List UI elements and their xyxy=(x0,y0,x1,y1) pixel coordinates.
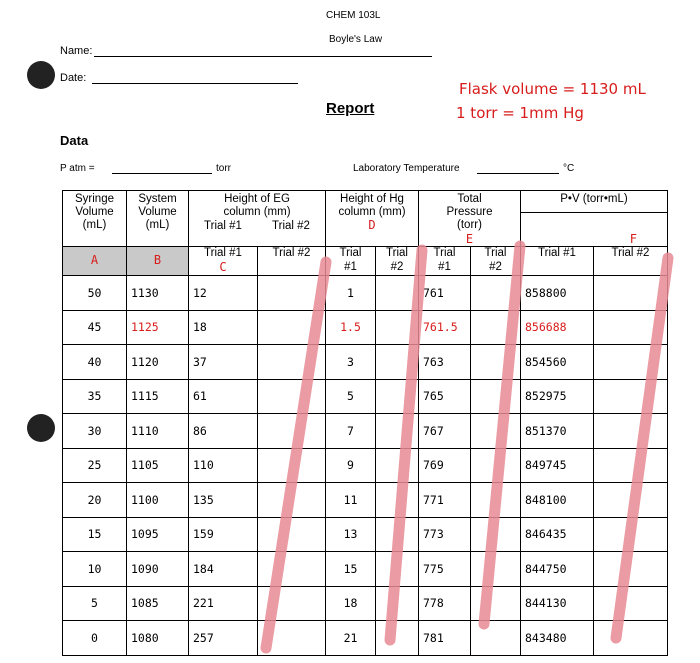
pv-trial1-cell: 854560 xyxy=(521,345,594,380)
syringe-volume-cell: 45 xyxy=(63,310,127,345)
pv-trial1-cell: 844750 xyxy=(521,552,594,587)
hg-trial1-cell: 13 xyxy=(326,517,376,552)
hg-trial1-cell: 21 xyxy=(326,621,376,656)
pv-trial1-cell: 846435 xyxy=(521,517,594,552)
eg-trial2-cell xyxy=(258,552,326,587)
pv-trial1-cell: 852975 xyxy=(521,379,594,414)
eg-trial1-cell: 257 xyxy=(189,621,258,656)
total-trial2-cell xyxy=(471,379,521,414)
table-row xyxy=(63,379,668,414)
eg-trial2-cell xyxy=(258,345,326,380)
total-trial1-cell: 775 xyxy=(419,552,471,587)
eg-trial1-subheader xyxy=(189,247,258,276)
eg-trial1-cell: 86 xyxy=(189,414,258,449)
syringe-volume-cell: 15 xyxy=(63,517,127,552)
total-trial1-cell: 769 xyxy=(419,448,471,483)
pv-trial1-cell: 856688 xyxy=(521,310,594,345)
table-row xyxy=(63,621,668,656)
system-volume-cell: 1115 xyxy=(127,379,189,414)
total-trial2-cell xyxy=(471,310,521,345)
table-row xyxy=(63,586,668,621)
syringe-volume-cell: 50 xyxy=(63,276,127,311)
system-volume-cell: 1095 xyxy=(127,517,189,552)
total-trial1-cell: 761.5 xyxy=(419,310,471,345)
header-pv: P•V (torr•mL) xyxy=(521,191,668,213)
total-trial1-cell: 771 xyxy=(419,483,471,518)
flask-volume-note: Flask volume = 1130 mL xyxy=(459,80,646,98)
binder-hole-middle xyxy=(27,414,55,442)
system-volume-cell: 1080 xyxy=(127,621,189,656)
pv-trial2-cell xyxy=(594,310,668,345)
table-row xyxy=(63,345,668,380)
header-syringe-volume: Syringe Volume (mL) xyxy=(63,191,127,247)
eg-trial2-cell xyxy=(258,483,326,518)
system-volume-cell: 1100 xyxy=(127,483,189,518)
hg-trial2-cell xyxy=(376,276,419,311)
table-row xyxy=(63,310,668,345)
syringe-volume-cell: 20 xyxy=(63,483,127,518)
system-volume-cell: 1125 xyxy=(127,310,189,345)
pv-trial1-cell: 851370 xyxy=(521,414,594,449)
hg-trial1-cell: 5 xyxy=(326,379,376,414)
course-title: CHEM 103L xyxy=(326,10,381,21)
syringe-volume-cell: 5 xyxy=(63,586,127,621)
eg-trial2-cell xyxy=(258,586,326,621)
total-trial1-cell: 781 xyxy=(419,621,471,656)
total-trial1-subheader: Trial #1 xyxy=(419,247,471,276)
letter-c: C xyxy=(219,259,227,274)
letter-d: D xyxy=(368,218,376,233)
hg-trial2-cell xyxy=(376,345,419,380)
total-trial2-cell xyxy=(471,414,521,449)
pv-trial2-cell xyxy=(594,517,668,552)
header-letter-f-cell xyxy=(521,213,668,247)
letter-a-cell xyxy=(63,247,127,276)
table-row xyxy=(63,483,668,518)
eg-trial1-cell: 159 xyxy=(189,517,258,552)
letter-e: E xyxy=(465,231,474,246)
total-trial1-cell: 761 xyxy=(419,276,471,311)
pv-trial2-subheader: Trial #2 xyxy=(594,247,668,276)
pv-trial2-cell xyxy=(594,586,668,621)
syringe-volume-cell: 0 xyxy=(63,621,127,656)
header-eg-trial2: Trial #2 xyxy=(272,220,310,233)
total-trial2-cell xyxy=(471,552,521,587)
pv-trial1-cell: 849745 xyxy=(521,448,594,483)
eg-trial2-cell xyxy=(258,414,326,449)
hg-trial2-cell xyxy=(376,621,419,656)
pv-trial2-cell xyxy=(594,483,668,518)
pv-trial2-cell xyxy=(594,552,668,587)
total-trial1-cell: 778 xyxy=(419,586,471,621)
eg-trial1-cell: 37 xyxy=(189,345,258,380)
system-volume-cell: 1120 xyxy=(127,345,189,380)
syringe-volume-cell: 40 xyxy=(63,345,127,380)
temp-line[interactable] xyxy=(477,173,559,174)
letter-b-cell xyxy=(127,247,189,276)
data-table xyxy=(62,190,668,656)
total-trial2-cell xyxy=(471,517,521,552)
name-label: Name: xyxy=(60,45,93,57)
hg-trial1-cell: 3 xyxy=(326,345,376,380)
hg-trial2-cell xyxy=(376,552,419,587)
hg-trial2-cell xyxy=(376,310,419,345)
eg-trial1-cell: 110 xyxy=(189,448,258,483)
system-volume-cell: 1090 xyxy=(127,552,189,587)
eg-trial1-cell: 12 xyxy=(189,276,258,311)
pv-trial2-cell xyxy=(594,379,668,414)
pv-trial1-cell: 843480 xyxy=(521,621,594,656)
total-trial1-cell: 765 xyxy=(419,379,471,414)
header-total-pressure xyxy=(419,191,521,247)
pv-trial1-cell: 844130 xyxy=(521,586,594,621)
pv-trial1-cell: 858800 xyxy=(521,276,594,311)
table-row xyxy=(63,276,668,311)
letter-f: F xyxy=(629,231,637,246)
total-trial1-cell: 773 xyxy=(419,517,471,552)
total-trial2-cell xyxy=(471,345,521,380)
eg-trial2-cell xyxy=(258,276,326,311)
report-heading: Report xyxy=(326,100,375,117)
hg-trial2-subheader: Trial #2 xyxy=(376,247,419,276)
eg-trial2-cell xyxy=(258,448,326,483)
lab-subtitle: Boyle's Law xyxy=(329,34,383,45)
total-trial2-cell xyxy=(471,483,521,518)
eg-trial1-text: Trial #1 xyxy=(204,247,242,260)
header-hg-column xyxy=(326,191,419,247)
header-hg-label: Height of Hg column (mm) xyxy=(338,193,406,219)
eg-trial2-subheader: Trial #2 xyxy=(258,247,326,276)
pv-trial2-cell xyxy=(594,414,668,449)
eg-trial1-cell: 135 xyxy=(189,483,258,518)
table-row xyxy=(63,414,668,449)
syringe-volume-cell: 30 xyxy=(63,414,127,449)
table-row xyxy=(63,552,668,587)
table-row xyxy=(63,517,668,552)
hg-trial1-cell: 1.5 xyxy=(326,310,376,345)
syringe-volume-cell: 10 xyxy=(63,552,127,587)
header-eg-label: Height of EG column (mm) xyxy=(223,193,291,219)
temp-label: Laboratory Temperature xyxy=(353,163,460,174)
pv-trial2-cell xyxy=(594,621,668,656)
eg-trial2-cell xyxy=(258,379,326,414)
total-trial1-cell: 767 xyxy=(419,414,471,449)
hg-trial2-cell xyxy=(376,517,419,552)
eg-trial1-cell: 221 xyxy=(189,586,258,621)
total-trial2-subheader: Trial #2 xyxy=(471,247,521,276)
hg-trial2-cell xyxy=(376,448,419,483)
pv-trial1-cell: 848100 xyxy=(521,483,594,518)
total-trial1-cell: 763 xyxy=(419,345,471,380)
system-volume-cell: 1085 xyxy=(127,586,189,621)
letter-b: B xyxy=(153,253,162,268)
date-label: Date: xyxy=(60,72,87,84)
total-trial2-cell xyxy=(471,448,521,483)
eg-trial2-cell xyxy=(258,621,326,656)
header-system-volume: System Volume (mL) xyxy=(127,191,189,247)
eg-trial1-cell: 61 xyxy=(189,379,258,414)
letter-a: A xyxy=(90,253,99,268)
hg-trial1-cell: 1 xyxy=(326,276,376,311)
system-volume-cell: 1110 xyxy=(127,414,189,449)
pv-trial1-subheader: Trial #1 xyxy=(521,247,594,276)
patm-line[interactable] xyxy=(112,173,212,174)
binder-hole-top xyxy=(27,61,55,89)
eg-trial2-cell xyxy=(258,310,326,345)
syringe-volume-cell: 25 xyxy=(63,448,127,483)
total-trial2-cell xyxy=(471,621,521,656)
hg-trial1-cell: 15 xyxy=(326,552,376,587)
hg-trial2-cell xyxy=(376,483,419,518)
pv-trial2-cell xyxy=(594,448,668,483)
hg-trial1-subheader: Trial #1 xyxy=(326,247,376,276)
hg-trial2-cell xyxy=(376,414,419,449)
data-section-title: Data xyxy=(60,133,89,148)
header-total-label: Total Pressure (torr) xyxy=(446,193,493,232)
hg-trial2-cell xyxy=(376,586,419,621)
patm-label: P atm = xyxy=(60,163,95,174)
system-volume-cell: 1130 xyxy=(127,276,189,311)
system-volume-cell: 1105 xyxy=(127,448,189,483)
hg-trial1-cell: 7 xyxy=(326,414,376,449)
name-line[interactable] xyxy=(94,56,432,57)
table-row xyxy=(63,448,668,483)
eg-trial2-cell xyxy=(258,517,326,552)
hg-trial1-cell: 18 xyxy=(326,586,376,621)
total-trial2-cell xyxy=(471,276,521,311)
patm-unit: torr xyxy=(216,163,231,174)
eg-trial1-cell: 184 xyxy=(189,552,258,587)
total-trial2-cell xyxy=(471,586,521,621)
header-eg-trial1: Trial #1 xyxy=(204,220,242,233)
hg-trial1-cell: 11 xyxy=(326,483,376,518)
eg-trial1-cell: 18 xyxy=(189,310,258,345)
header-eg-column xyxy=(189,191,326,247)
syringe-volume-cell: 35 xyxy=(63,379,127,414)
pv-trial2-cell xyxy=(594,276,668,311)
hg-trial2-cell xyxy=(376,379,419,414)
temp-unit: °C xyxy=(563,163,575,174)
pv-trial2-cell xyxy=(594,345,668,380)
torr-conversion-note: 1 torr = 1mm Hg xyxy=(456,104,584,122)
date-line[interactable] xyxy=(92,83,298,84)
hg-trial1-cell: 9 xyxy=(326,448,376,483)
